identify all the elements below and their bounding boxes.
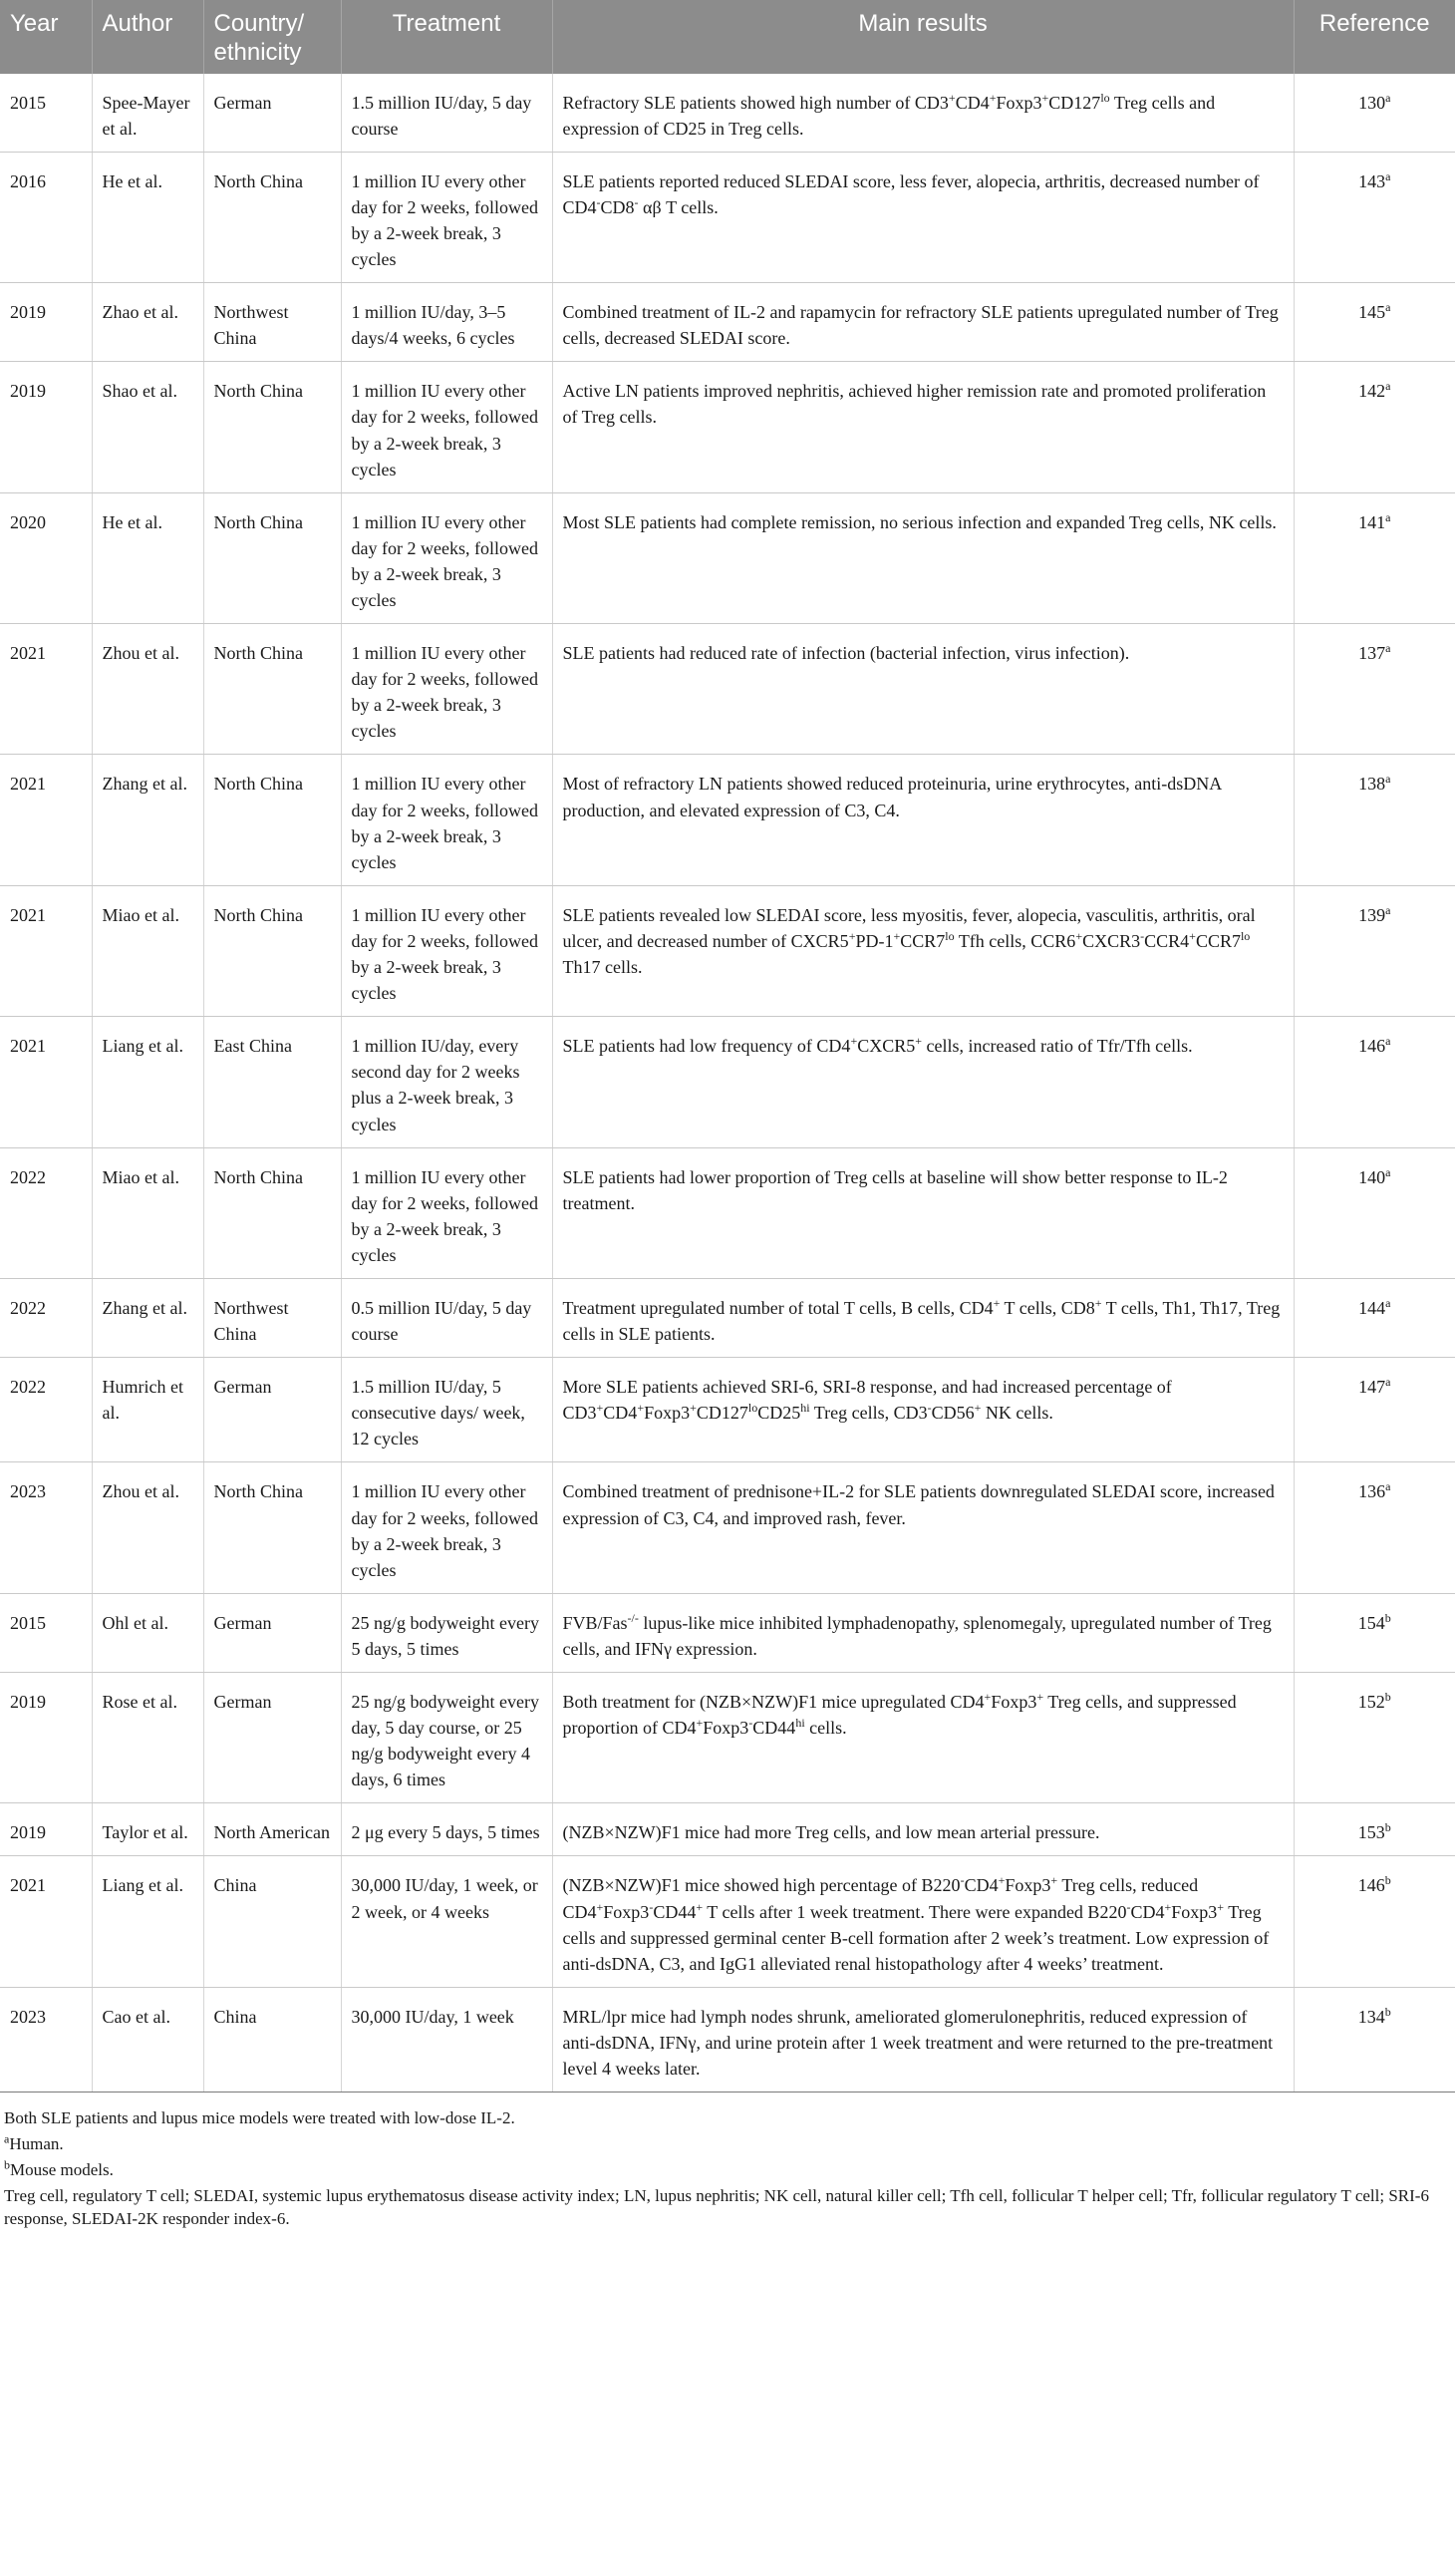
cell-reference — [1294, 283, 1455, 362]
cell-year: 2019 — [0, 1673, 92, 1803]
cell-author: Miao et al. — [92, 1147, 203, 1278]
cell-treatment: 1 million IU every other day for 2 weeks, followed by a 2-week break, 3 cycles — [341, 492, 552, 623]
reference-number: 137 — [1358, 643, 1386, 664]
cell-results: Treatment upregulated number of total T cells, B cells, CD4+ T cells, CD8+ T cells, Th1, Th17, Treg cells in SLE patients. — [552, 1278, 1294, 1357]
cell-year: 2021 — [0, 624, 92, 755]
reference-superscript: a — [1385, 168, 1391, 183]
cell-year: 2022 — [0, 1358, 92, 1462]
table-row — [0, 1462, 1455, 1593]
cell-year: 2021 — [0, 1856, 92, 1987]
cell-author: Cao et al. — [92, 1987, 203, 2092]
cell-author: Rose et al. — [92, 1673, 203, 1803]
reference-number: 154 — [1357, 1612, 1385, 1633]
cell-country: North China — [203, 1462, 341, 1593]
table-row — [0, 362, 1455, 492]
table-row — [0, 492, 1455, 623]
cell-results: Combined treatment of IL-2 and rapamycin for refractory SLE patients upregulated number of Treg cells, decreased SLEDAI score. — [552, 283, 1294, 362]
reference-superscript: a — [1385, 641, 1391, 656]
header-country: Country/ ethnicity — [203, 0, 341, 74]
cell-author: Taylor et al. — [92, 1803, 203, 1856]
table-row — [0, 885, 1455, 1016]
cell-treatment: 1.5 million IU/day, 5 consecutive days/ week, 12 cycles — [341, 1358, 552, 1462]
footnote-b — [4, 2158, 1451, 2182]
reference-superscript: a — [1385, 90, 1391, 105]
reference-number: 139 — [1358, 904, 1386, 925]
cell-reference — [1294, 1278, 1455, 1357]
reference-superscript: b — [1384, 1873, 1391, 1888]
table-row — [0, 755, 1455, 885]
cell-reference — [1294, 885, 1455, 1016]
cell-treatment: 2 μg every 5 days, 5 times — [341, 1803, 552, 1856]
cell-results: More SLE patients achieved SRI-6, SRI-8 response, and had increased percentage of $CD3^+CD4^+Foxp3^+CD127^{lo}CD25^{hi}$ Treg cells, CD3-CD56+ NK cells. — [552, 1358, 1294, 1462]
cell-author: Zhang et al. — [92, 1278, 203, 1357]
table-row — [0, 624, 1455, 755]
reference-superscript: a — [1385, 379, 1391, 394]
table-row — [0, 152, 1455, 282]
cell-treatment: 25 ng/g bodyweight every day, 5 day course, or 25 ng/g bodyweight every 4 days, 6 times — [341, 1673, 552, 1803]
cell-results: SLE patients reported reduced SLEDAI score, less fever, alopecia, arthritis, decreased number of CD4-CD8- αβ T cells. — [552, 152, 1294, 282]
cell-country: North China — [203, 362, 341, 492]
reference-number: 152 — [1357, 1692, 1385, 1712]
table-body — [0, 74, 1455, 2093]
cell-results: SLE patients revealed low SLEDAI score, less myositis, fever, alopecia, vasculitis, arthritis, oral ulcer, and decreased number of $CXCR5^+PD-1^+CCR7^{lo}$ Tfh cells, $CCR6^+CXCR3^-CCR4^+CCR7^{lo}$ Th17 cells. — [552, 885, 1294, 1016]
reference-superscript: b — [1384, 1610, 1391, 1625]
cell-author: He et al. — [92, 492, 203, 623]
cell-country: North China — [203, 1147, 341, 1278]
reference-superscript: a — [1385, 1034, 1391, 1049]
cell-year: 2015 — [0, 1593, 92, 1672]
cell-results: Combined treatment of prednisone+IL-2 for SLE patients downregulated SLEDAI score, increased expression of C3, C4, and improved rash, fever. — [552, 1462, 1294, 1593]
cell-author: Zhao et al. — [92, 283, 203, 362]
cell-results: (NZB×NZW)F1 mice had more Treg cells, and low mean arterial pressure. — [552, 1803, 1294, 1856]
reference-superscript: a — [1385, 1295, 1391, 1310]
cell-author: Spee-Mayer et al. — [92, 74, 203, 153]
cell-year: 2020 — [0, 492, 92, 623]
cell-year: 2022 — [0, 1278, 92, 1357]
cell-author: Liang et al. — [92, 1856, 203, 1987]
reference-number: 136 — [1358, 1481, 1386, 1502]
cell-results: Both treatment for (NZB×NZW)F1 mice upregulated CD4+Foxp3+ Treg cells, and suppressed proportion of $CD4^+Foxp3^-CD44^{hi}$ cells. — [552, 1673, 1294, 1803]
header-author: Author — [92, 0, 203, 74]
cell-treatment: 1.5 million IU/day, 5 day course — [341, 74, 552, 153]
cell-reference — [1294, 1462, 1455, 1593]
cell-country: Northwest China — [203, 1278, 341, 1357]
cell-year: 2016 — [0, 152, 92, 282]
cell-treatment: 30,000 IU/day, 1 week — [341, 1987, 552, 2092]
cell-treatment: 30,000 IU/day, 1 week, or 2 week, or 4 weeks — [341, 1856, 552, 1987]
cell-results: SLE patients had reduced rate of infection (bacterial infection, virus infection). — [552, 624, 1294, 755]
cell-country: German — [203, 1673, 341, 1803]
reference-superscript: a — [1385, 1164, 1391, 1179]
cell-author: Ohl et al. — [92, 1593, 203, 1672]
footnote-a — [4, 2132, 1451, 2156]
cell-year: 2021 — [0, 755, 92, 885]
table-row — [0, 1358, 1455, 1462]
cell-reference — [1294, 1856, 1455, 1987]
table-row — [0, 1593, 1455, 1672]
header-reference: Reference — [1294, 0, 1455, 74]
table-row — [0, 283, 1455, 362]
cell-author: He et al. — [92, 152, 203, 282]
cell-treatment: 1 million IU/day, 3–5 days/4 weeks, 6 cycles — [341, 283, 552, 362]
header-treatment: Treatment — [341, 0, 552, 74]
cell-author: Zhang et al. — [92, 755, 203, 885]
cell-country: German — [203, 1358, 341, 1462]
cell-treatment: 25 ng/g bodyweight every 5 days, 5 times — [341, 1593, 552, 1672]
cell-reference — [1294, 1358, 1455, 1462]
cell-treatment: 1 million IU every other day for 2 weeks, followed by a 2-week break, 3 cycles — [341, 152, 552, 282]
cell-reference — [1294, 492, 1455, 623]
reference-superscript: b — [1384, 1820, 1391, 1835]
footnote-b-mark: b — [4, 2157, 10, 2172]
cell-treatment: 1 million IU every other day for 2 weeks, followed by a 2-week break, 3 cycles — [341, 1147, 552, 1278]
cell-results: Most of refractory LN patients showed reduced proteinuria, urine erythrocytes, anti-dsDNA production, and elevated expression of C3, C4. — [552, 755, 1294, 885]
cell-country: German — [203, 74, 341, 153]
reference-number: 141 — [1358, 511, 1386, 532]
header-results: Main results — [552, 0, 1294, 74]
cell-year: 2019 — [0, 1803, 92, 1856]
cell-results: (NZB×NZW)F1 mice showed high percentage of B220-CD4+Foxp3+ Treg cells, reduced CD4+Foxp3-CD44+ T cells after 1 week treatment. There were expanded B220-CD4+Foxp3+ Treg cells and suppressed germinal center B-cell formation after 2 week’s treatment. Low expression of anti-dsDNA, C3, and IgG1 alleviated renal histopathology after 4 weeks’ treatment. — [552, 1856, 1294, 1987]
cell-country: North China — [203, 755, 341, 885]
reference-superscript: a — [1385, 509, 1391, 524]
cell-reference — [1294, 1147, 1455, 1278]
reference-number: 140 — [1358, 1166, 1386, 1187]
header-year: Year — [0, 0, 92, 74]
cell-reference — [1294, 362, 1455, 492]
reference-number: 146 — [1358, 1036, 1386, 1057]
table-header — [0, 0, 1455, 74]
cell-results: Most SLE patients had complete remission, no serious infection and expanded Treg cells, NK cells. — [552, 492, 1294, 623]
footnote-summary: Both SLE patients and lupus mice models were treated with low-dose IL-2. — [4, 2108, 515, 2128]
cell-author: Shao et al. — [92, 362, 203, 492]
cell-treatment: 0.5 million IU/day, 5 day course — [341, 1278, 552, 1357]
cell-reference — [1294, 1803, 1455, 1856]
cell-author: Humrich et al. — [92, 1358, 203, 1462]
cell-author: Zhou et al. — [92, 1462, 203, 1593]
cell-author: Zhou et al. — [92, 624, 203, 755]
cell-country: Northwest China — [203, 283, 341, 362]
cell-results: Refractory SLE patients showed high number of $CD3^+CD4^+Foxp3^+CD127^{lo}$ Treg cells and expression of CD25 in Treg cells. — [552, 74, 1294, 153]
reference-superscript: a — [1385, 902, 1391, 917]
table-row — [0, 74, 1455, 153]
reference-number: 138 — [1358, 774, 1386, 795]
footnote-a-text: Human. — [9, 2133, 64, 2153]
cell-year: 2019 — [0, 283, 92, 362]
reference-superscript: a — [1385, 772, 1391, 787]
cell-year: 2021 — [0, 1017, 92, 1147]
reference-superscript: b — [1384, 1690, 1391, 1704]
footnote-abbreviations: Treg cell, regulatory T cell; SLEDAI, systemic lupus erythematosus disease activity index; LN, lupus nephritis; NK cell, natural killer cell; Tfh cell, follicular T helper cell; Tfr, follicular regulatory T cell; SRI-6 response, SLEDAI-2K responder index-6. — [4, 2185, 1429, 2229]
reference-number: 134 — [1357, 2006, 1385, 2027]
cell-reference — [1294, 755, 1455, 885]
cell-country: North China — [203, 885, 341, 1016]
cell-treatment: 1 million IU every other day for 2 weeks, followed by a 2-week break, 3 cycles — [341, 885, 552, 1016]
cell-country: North China — [203, 492, 341, 623]
cell-author: Miao et al. — [92, 885, 203, 1016]
reference-number: 153 — [1357, 1822, 1385, 1843]
cell-reference — [1294, 74, 1455, 153]
cell-treatment: 1 million IU every other day for 2 weeks, followed by a 2-week break, 3 cycles — [341, 624, 552, 755]
cell-year: 2022 — [0, 1147, 92, 1278]
cell-treatment: 1 million IU every other day for 2 weeks, followed by a 2-week break, 3 cycles — [341, 362, 552, 492]
reference-number: 130 — [1358, 92, 1386, 113]
cell-country: North China — [203, 624, 341, 755]
cell-reference — [1294, 1593, 1455, 1672]
table-row — [0, 1673, 1455, 1803]
cell-reference — [1294, 624, 1455, 755]
table-row — [0, 1147, 1455, 1278]
table-row — [0, 1803, 1455, 1856]
table-row — [0, 1278, 1455, 1357]
cell-country: China — [203, 1987, 341, 2092]
cell-country: China — [203, 1856, 341, 1987]
table-footnotes — [0, 2093, 1455, 2231]
cell-year: 2015 — [0, 74, 92, 153]
footnote-a-mark: a — [4, 2131, 10, 2146]
cell-country: East China — [203, 1017, 341, 1147]
reference-number: 146 — [1357, 1875, 1385, 1896]
cell-results: SLE patients had lower proportion of Treg cells at baseline will show better response to IL-2 treatment. — [552, 1147, 1294, 1278]
reference-number: 143 — [1358, 170, 1386, 191]
reference-number: 145 — [1358, 302, 1386, 323]
cell-results: FVB/Fas-/- lupus-like mice inhibited lymphadenopathy, splenomegaly, upregulated number of Treg cells, and IFNγ expression. — [552, 1593, 1294, 1672]
cell-author: Liang et al. — [92, 1017, 203, 1147]
reference-superscript: a — [1385, 300, 1391, 315]
cell-reference — [1294, 152, 1455, 282]
cell-country: German — [203, 1593, 341, 1672]
reference-superscript: a — [1385, 1479, 1391, 1494]
footnote-b-text: Mouse models. — [10, 2159, 114, 2179]
reference-number: 144 — [1358, 1297, 1386, 1318]
cell-reference — [1294, 1987, 1455, 2092]
cell-year: 2019 — [0, 362, 92, 492]
cell-year: 2023 — [0, 1462, 92, 1593]
reference-superscript: a — [1385, 1375, 1391, 1390]
cell-country: North China — [203, 152, 341, 282]
cell-treatment: 1 million IU every other day for 2 weeks, followed by a 2-week break, 3 cycles — [341, 755, 552, 885]
cell-year: 2023 — [0, 1987, 92, 2092]
cell-reference — [1294, 1017, 1455, 1147]
cell-results: MRL/lpr mice had lymph nodes shrunk, ameliorated glomerulonephritis, reduced expression of anti-dsDNA, IFNγ, and urine protein after 1 week treatment and were returned to the pre-treatment level 4 weeks later. — [552, 1987, 1294, 2092]
cell-treatment: 1 million IU/day, every second day for 2 weeks plus a 2-week break, 3 cycles — [341, 1017, 552, 1147]
cell-year: 2021 — [0, 885, 92, 1016]
table-row — [0, 1856, 1455, 1987]
reference-number: 147 — [1358, 1377, 1386, 1398]
cell-results: SLE patients had low frequency of CD4+CXCR5+ cells, increased ratio of Tfr/Tfh cells. — [552, 1017, 1294, 1147]
table-row — [0, 1987, 1455, 2092]
table-row — [0, 1017, 1455, 1147]
cell-results: Active LN patients improved nephritis, achieved higher remission rate and promoted proliferation of Treg cells. — [552, 362, 1294, 492]
reference-superscript: b — [1384, 2004, 1391, 2019]
reference-number: 142 — [1358, 381, 1386, 402]
cell-treatment: 1 million IU every other day for 2 weeks, followed by a 2-week break, 3 cycles — [341, 1462, 552, 1593]
cell-reference — [1294, 1673, 1455, 1803]
cell-country: North American — [203, 1803, 341, 1856]
